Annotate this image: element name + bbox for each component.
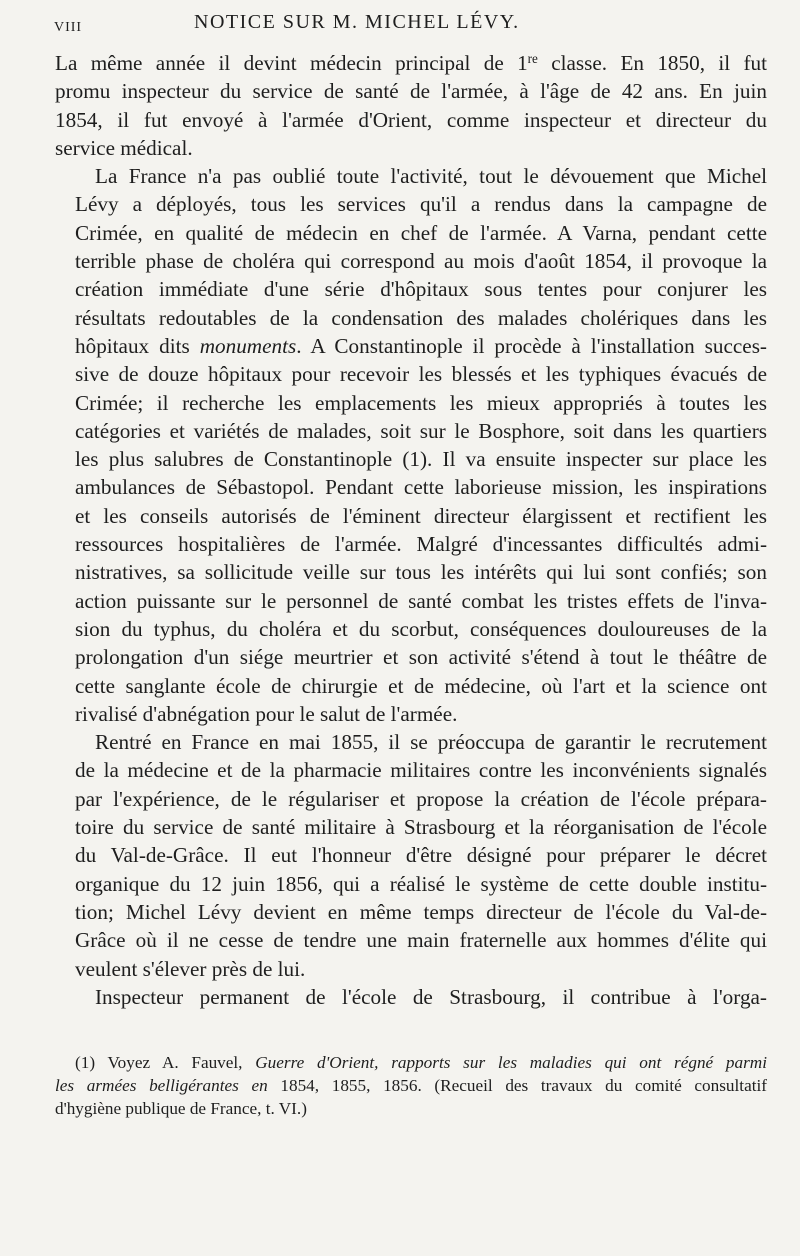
text-line: Rentré en France en mai 1855, il se préoccupa de garantir le recrutement: [95, 730, 767, 755]
text-line: Crimée; il recherche les emplacements les mieux appropriés à toutes les: [75, 390, 767, 415]
superscript: re: [527, 50, 538, 66]
text-line: résultats redoutables de la condensation des malades cholériques dans les: [75, 305, 767, 330]
page-number: VIII: [54, 20, 83, 35]
text-line: tion; Michel Lévy devient en même temps directeur de l'école du Val-de-: [75, 899, 767, 924]
text-line: sion du typhus, du choléra et du scorbut, conséquences douloureuses de la: [75, 616, 767, 641]
text-line: par l'expérience, de le régulariser et propose la création de l'école prépara-: [75, 786, 767, 811]
footnote-line: les armées belligérantes en 1854, 1855, 1856. (Recueil des travaux du comité consultatif: [55, 1076, 767, 1095]
paragraph-3: [55, 728, 767, 983]
text-line: La France n'a pas oublié toute l'activité, tout le dévouement que Michel: [95, 164, 767, 189]
text-line: Grâce où il ne cesse de tendre une main fraternelle aux hommes d'élite qui: [75, 928, 767, 953]
italic-term: monuments: [199, 333, 297, 358]
text-line: prolongation d'un siége meurtrier et son activité s'étend à tout le théâtre de: [75, 645, 767, 670]
text-line: hôpitaux dits monuments. A Constantinople il procède à l'installation succes-: [75, 333, 767, 358]
body-text: [55, 49, 767, 1011]
paragraph-4: [55, 983, 767, 1011]
footnote-title: Guerre d'Orient, rapports sur les maladies qui ont régné parmi: [255, 1053, 767, 1072]
text-line: La même année il devint médecin principal de 1re classe. En 1850, il fut: [55, 50, 767, 75]
text-line: toire du service de santé militaire à Strasbourg et la réorganisation de l'école: [75, 815, 767, 840]
footnote-line: (1) Voyez A. Fauvel, Guerre d'Orient, rapports sur les maladies qui ont régné parmi: [75, 1053, 767, 1072]
text-line: les plus salubres de Constantinople (1). Il va ensuite inspecter sur place les: [75, 447, 767, 472]
paragraph-2: [55, 162, 767, 728]
text-line: du Val-de-Grâce. Il eut l'honneur d'être désigné pour préparer le décret: [75, 843, 767, 868]
text-line: terrible phase de choléra qui correspond au mois d'août 1854, il provoque la: [75, 249, 767, 274]
text-line: ambulances de Sébastopol. Pendant cette laborieuse mission, les inspirations: [75, 475, 767, 500]
text-line: cette sanglante école de chirurgie et de médecine, où l'art et la science ont: [75, 673, 767, 698]
text-line: et les conseils autorisés de l'éminent directeur élargissent et rectifient les: [75, 503, 767, 528]
footnote-title-cont: les armées belligérantes en: [55, 1076, 268, 1095]
text-line: 1854, il fut envoyé à l'armée d'Orient, comme inspecteur et directeur du: [55, 107, 767, 132]
text-line: promu inspecteur du service de santé de l'armée, à l'âge de 42 ans. En juin: [55, 79, 767, 104]
text-line: ressources hospitalières de l'armée. Malgré d'incessantes difficultés admi-: [75, 532, 767, 557]
text-line: de la médecine et de la pharmacie militaires contre les inconvénients signalés: [75, 758, 767, 783]
text-line: veulent s'élever près de lui.: [75, 956, 306, 981]
text-line: sive de douze hôpitaux pour recevoir les blessés et les typhiques évacués de: [75, 362, 767, 387]
text-line: action puissante sur le personnel de santé combat les tristes effets de l'inva-: [75, 588, 767, 613]
text-line: Lévy a déployés, tous les services qu'il a rendus dans la campagne de: [75, 192, 767, 217]
text-line: organique du 12 juin 1856, qui a réalisé le système de cette double institu-: [75, 871, 767, 896]
page-header: [40, 6, 760, 42]
footnote: [55, 1051, 767, 1120]
text-line: Crimée, en qualité de médecin en chef de l'armée. A Varna, pendant cette: [75, 220, 767, 245]
text-line: rivalisé d'abnégation pour le salut de l'armée.: [75, 701, 458, 726]
text-line: catégories et variétés de malades, soit sur le Bosphore, soit dans les quartiers: [75, 418, 767, 443]
paragraph-1: [55, 49, 767, 162]
text-line: nistratives, sa sollicitude veille sur tous les intérêts qui lui sont confiés; son: [75, 560, 767, 585]
text-line: service médical.: [55, 135, 193, 160]
running-head: NOTICE SUR M. MICHEL LÉVY.: [194, 11, 520, 33]
text-line: création immédiate d'une série d'hôpitaux sous tentes pour conjurer les: [75, 277, 767, 302]
footnote-line: d'hygiène publique de France, t. VI.): [55, 1099, 307, 1118]
text-line: Inspecteur permanent de l'école de Strasbourg, il contribue à l'orga-: [95, 984, 767, 1009]
